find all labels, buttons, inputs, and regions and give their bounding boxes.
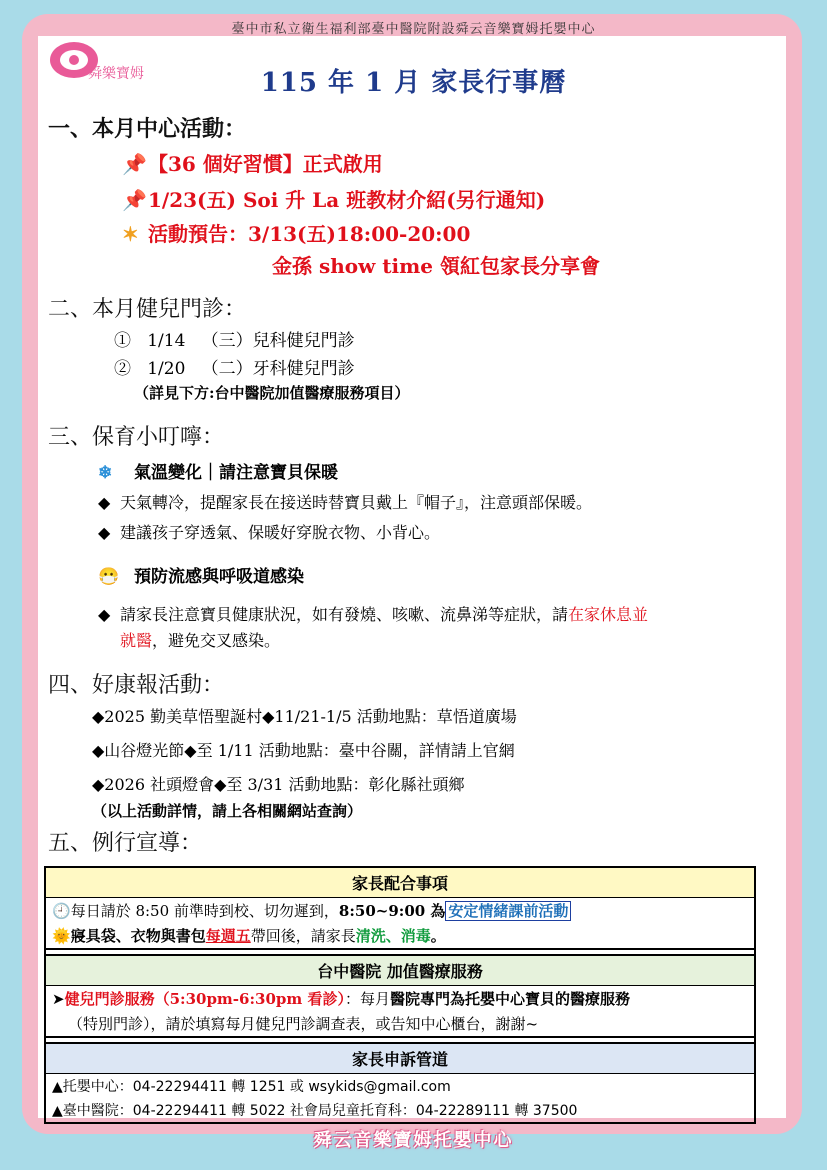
section4-heading: 四、好康報活動： <box>48 673 225 698</box>
clinic-item-1: ① 1/14 （三）兒科健兒門診 <box>114 331 355 351</box>
section1-item-3: ✶ 活動預告：3/13(五)18:00-20:00 <box>122 222 471 246</box>
arrow-icon: ➤ <box>52 990 65 1008</box>
event-item-3: ◆2026 社頭燈會◆至 3/31 活動地點：彰化縣社頭鄉 <box>92 775 465 794</box>
box3-row2: ▲臺中醫院：04-22294411 轉 5022 社會局兒童托育科：04-22289111 轉 37500 <box>52 1103 578 1119</box>
clinic-item-2: ② 1/20 （二）牙科健兒門診 <box>114 359 355 379</box>
box1-row2: 🌞寢具袋、衣物與書包每週五帶回後，請家長清洗、消毒。 <box>52 927 446 945</box>
section1-item-4: 金孫 show time 領紅包家長分享會 <box>272 254 600 278</box>
section1-item-1: 📌【36 個好習慣】正式啟用 <box>122 152 383 176</box>
box-separator <box>46 1036 754 1044</box>
pin-icon: 📌 <box>122 188 147 212</box>
sub1-item-2: ◆ 建議孩子穿透氣、保暖好穿脫衣物、小背心。 <box>98 523 441 542</box>
organization-header: 臺中市私立衛生福利部臺中醫院附設舜云音樂寶姆托嬰中心 <box>231 22 596 37</box>
mask-face-icon: 😷 <box>98 567 120 587</box>
box1-row1: 🕘每日請於 8:50 前準時到校、切勿遲到，8:50~9:00 為 安定情緒課前活動 <box>46 898 754 923</box>
box3-row1: ▲托嬰中心：04-22294411 轉 1251 或 wsykids@gmail.com <box>52 1079 451 1095</box>
box1-title: 家長配合事項 <box>46 868 754 898</box>
sub1-title: ❄ 氣溫變化｜請注意寶貝保暖 <box>98 463 338 483</box>
logo-text: 舜樂寶姆 <box>88 66 144 82</box>
footer-center-name: 舜云音樂寶姆托嬰中心 <box>313 1130 514 1151</box>
section1-heading: 一、本月中心活動： <box>48 116 247 142</box>
section2-heading: 二、本月健兒門診： <box>48 297 247 322</box>
event-item-1: ◆2025 勤美草悟聖誕村◆11/21-1/5 活動地點：草悟道廣場 <box>92 707 517 726</box>
box2-row1: ➤健兒門診服務（5:30pm-6:30pm 看診）：每月醫院專門為托嬰中心寶貝的醫療服務 <box>52 990 630 1008</box>
sub2-title: 😷 預防流感與呼吸道感染 <box>98 567 304 587</box>
box2-row2: （特別門診），請於填寫每月健兒門診調查表，或告知中心櫃台，謝謝~ <box>68 1015 539 1033</box>
sun-face-icon: 🌞 <box>52 927 71 945</box>
box3-title: 家長申訴管道 <box>46 1044 754 1074</box>
section1-item-2: 📌1/23(五) Soi 升 La 班教材介紹(另行通知) <box>122 188 546 212</box>
star-icon: ✶ <box>122 222 139 246</box>
sub2-item-line1: ◆ 請家長注意寶貝健康狀況，如有發燒、咳嗽、流鼻涕等症狀，請在家休息並 <box>98 605 649 624</box>
event-item-2: ◆山谷燈光節◆至 1/11 活動地點：臺中谷關，詳情請上官網 <box>92 741 515 760</box>
sub2-item-line2: 就醫，避免交叉感染。 <box>120 631 281 650</box>
page-title: 115 年 1 月 家長行事曆 <box>260 68 567 98</box>
snowflake-icon: ❄ <box>98 463 113 483</box>
event-note: （以上活動詳情，請上各相關網站查詢） <box>92 802 363 820</box>
section3-heading: 三、保育小叮嚀： <box>48 425 225 450</box>
box-separator <box>46 948 754 956</box>
section5-heading: 五、例行宣導： <box>48 831 203 856</box>
box2-title: 台中醫院 加值醫療服務 <box>46 956 754 986</box>
clinic-note: （詳見下方:台中醫院加值醫療服務項目） <box>134 384 410 402</box>
pin-icon: 📌 <box>122 152 147 176</box>
clock-icon: 🕘 <box>52 902 71 920</box>
sub1-item-1: ◆ 天氣轉冷，提醒家長在接送時替寶貝戴上『帽子』，注意頭部保暖。 <box>98 493 593 512</box>
info-boxes <box>44 866 756 1124</box>
